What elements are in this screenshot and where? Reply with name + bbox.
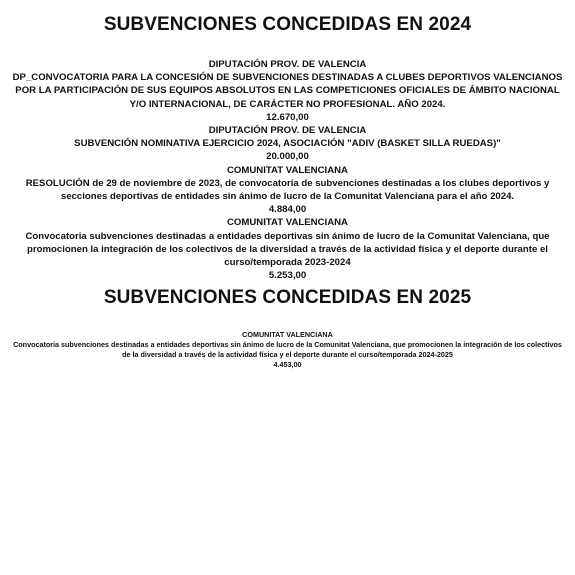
grant-amount: 12.670,00 (266, 111, 309, 123)
grant-description: Convocatoria subvenciones destinadas a entidades deportivas sin ánimo de lucro de la Comunitat Valenciana, que promocionen la integración de los colectivos de la diversidad a través de la actividad física y el deporte durante el curso/temporada 2024-2025 (13, 340, 562, 359)
grant-entity: DIPUTACIÓN PROV. DE VALENCIA (208, 125, 367, 137)
grant-amount: 5.253,00 (268, 270, 307, 282)
grant-amount: 20.000,00 (266, 151, 309, 163)
grant-item (8, 330, 567, 370)
grant-item (8, 124, 567, 164)
grant-entity: COMUNITAT VALENCIANA (242, 330, 333, 339)
grant-description: RESOLUCIÓN de 29 de noviembre de 2023, de convocatoria de subvenciones destinadas a los clubes deportivos y secciones deportivas de entidades sin ánimo de lucro de la Comunitat Valenciana para el año 2024. (25, 177, 550, 203)
grants-list-2025 (8, 330, 567, 370)
grant-entity: DIPUTACIÓN PROV. DE VALENCIA (208, 59, 367, 70)
grant-description: DP_CONVOCATORIA PARA LA CONCESIÓN DE SUBVENCIONES DESTINADAS A CLUBES DEPORTIVOS VALENCIANOS POR LA PARTICIPACIÓN DE SUS EQUIPOS ABSOLUTOS EN LAS COMPETICIONES OFICIALES DE ÁMBITO NACIONAL Y/O INTERNACIONAL, DE CARÁCTER NO PROFESIONAL. AÑO 2024. (12, 72, 563, 110)
grant-description: SUBVENCIÓN NOMINATIVA EJERCICIO 2024, ASOCIACIÓN "ADIV (BASKET SILLA RUEDAS)" (74, 138, 501, 150)
grant-entity: COMUNITAT VALENCIANA (227, 164, 348, 176)
grant-amount: 4.453,00 (273, 360, 302, 369)
grant-amount: 4.884,00 (268, 204, 307, 216)
grant-item (8, 164, 567, 217)
section-title-2025: SUBVENCIONES CONCEDIDAS EN 2025 (103, 287, 472, 308)
grant-item (8, 58, 567, 124)
grant-entity: COMUNITAT VALENCIANA (227, 217, 348, 229)
grants-list-2024 (8, 58, 567, 282)
grant-description: Convocatoria subvenciones destinadas a entidades deportivas sin ánimo de lucro de la Comunitat Valenciana, que promocionen la integración de los colectivos de la diversidad a través de la actividad física y el deporte durante el curso/temporada 2023-2024 (25, 230, 550, 269)
section-title-2024: SUBVENCIONES CONCEDIDAS EN 2024 (103, 14, 472, 35)
grant-item (8, 216, 567, 282)
